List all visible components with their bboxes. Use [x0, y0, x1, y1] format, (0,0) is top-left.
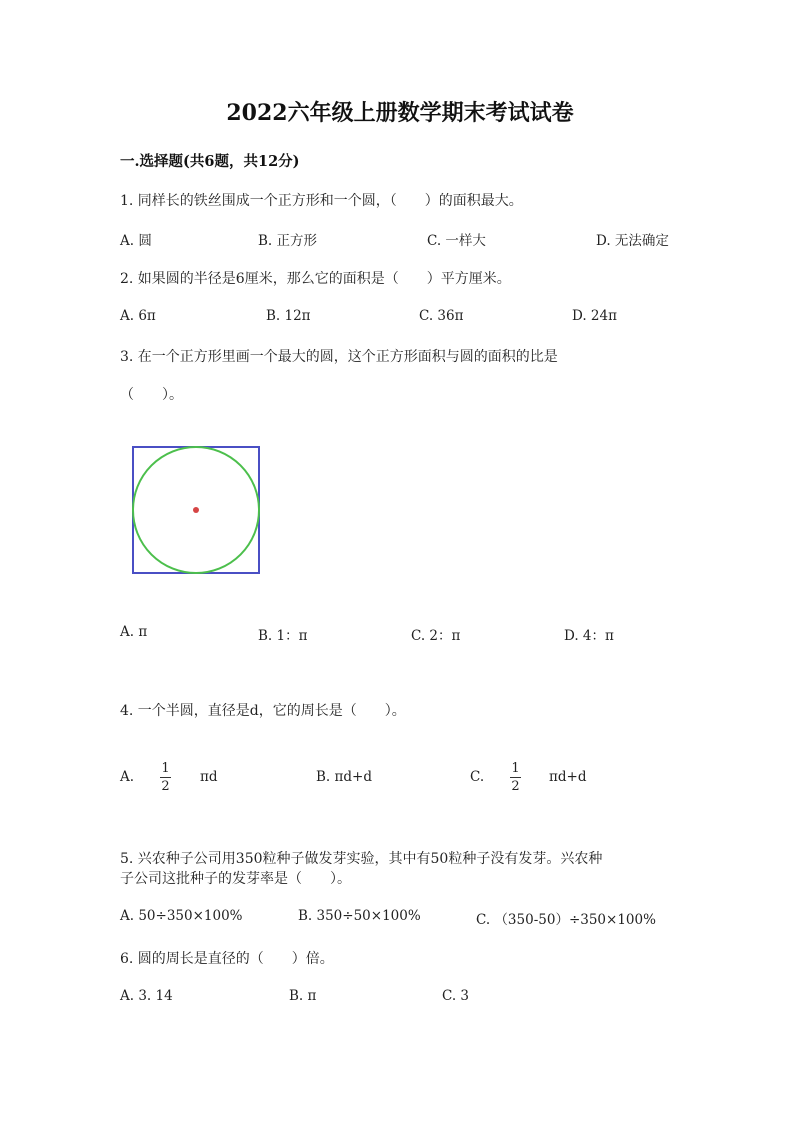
- question-2-text: 2. 如果圆的半径是6厘米，那么它的面积是（ ）平方厘米。: [120, 271, 511, 287]
- square-with-inscribed-circle-figure: [128, 443, 272, 580]
- question-4-option-c-label: C.: [470, 769, 485, 785]
- question-1-option-d: D. 无法确定: [596, 233, 669, 249]
- question-5-text-continued: 子公司这批种子的发芽率是（ ）。: [120, 871, 351, 887]
- question-5-option-b: B. 350÷50×100%: [298, 908, 421, 924]
- section-heading: 一.选择题(共6题，共12分): [120, 153, 300, 170]
- fraction-numerator: 1: [161, 761, 170, 776]
- question-3-option-c: C. 2：π: [411, 628, 461, 644]
- question-1-option-a: A. 圆: [120, 233, 152, 249]
- question-6-option-b: B. π: [289, 988, 317, 1004]
- question-6-text: 6. 圆的周长是直径的（ ）倍。: [120, 951, 334, 967]
- fraction-bar: [160, 777, 171, 778]
- fraction-denominator: 2: [511, 779, 520, 794]
- fraction-bar: [510, 777, 521, 778]
- fraction-numerator: 1: [511, 761, 520, 776]
- fraction-denominator: 2: [161, 779, 170, 794]
- question-2-option-d: D. 24π: [572, 308, 617, 324]
- question-1-text: 1. 同样长的铁丝围成一个正方形和一个圆，（ ）的面积最大。: [120, 193, 523, 209]
- question-4-option-c-fraction: [510, 761, 521, 794]
- question-3-option-d: D. 4：π: [564, 628, 614, 644]
- question-5-option-c: C. （350-50）÷350×100%: [476, 912, 656, 928]
- question-2-option-b: B. 12π: [266, 308, 311, 324]
- question-3-option-a: A. π: [120, 624, 148, 640]
- question-4-text: 4. 一个半圆，直径是d，它的周长是（ ）。: [120, 703, 406, 719]
- question-5-text: 5. 兴农种子公司用350粒种子做发芽实验，其中有50粒种子没有发芽。兴农种: [120, 851, 603, 867]
- question-3-option-b: B. 1：π: [258, 628, 308, 644]
- question-4-option-c-tail: πd+d: [549, 769, 587, 785]
- figure-center-dot: [193, 507, 199, 513]
- question-4-option-a-tail: πd: [200, 769, 218, 785]
- question-1-option-b: B. 正方形: [258, 233, 318, 249]
- question-4-option-a-label: A.: [120, 769, 135, 785]
- question-2-option-a: A. 6π: [120, 308, 156, 324]
- question-5-option-a: A. 50÷350×100%: [120, 908, 243, 924]
- question-4-option-a-fraction: [160, 761, 171, 794]
- question-6-option-c: C. 3: [442, 988, 470, 1004]
- question-1-option-c: C. 一样大: [427, 233, 486, 249]
- question-2-option-c: C. 36π: [419, 308, 464, 324]
- question-6-option-a: A. 3. 14: [120, 988, 173, 1004]
- question-3-text-continued: （ ）。: [120, 387, 183, 403]
- question-3-text: 3. 在一个正方形里画一个最大的圆，这个正方形面积与圆的面积的比是: [120, 349, 558, 365]
- question-4-option-b: B. πd+d: [316, 769, 372, 785]
- page-title: 2022六年级上册数学期末考试试卷: [226, 100, 574, 126]
